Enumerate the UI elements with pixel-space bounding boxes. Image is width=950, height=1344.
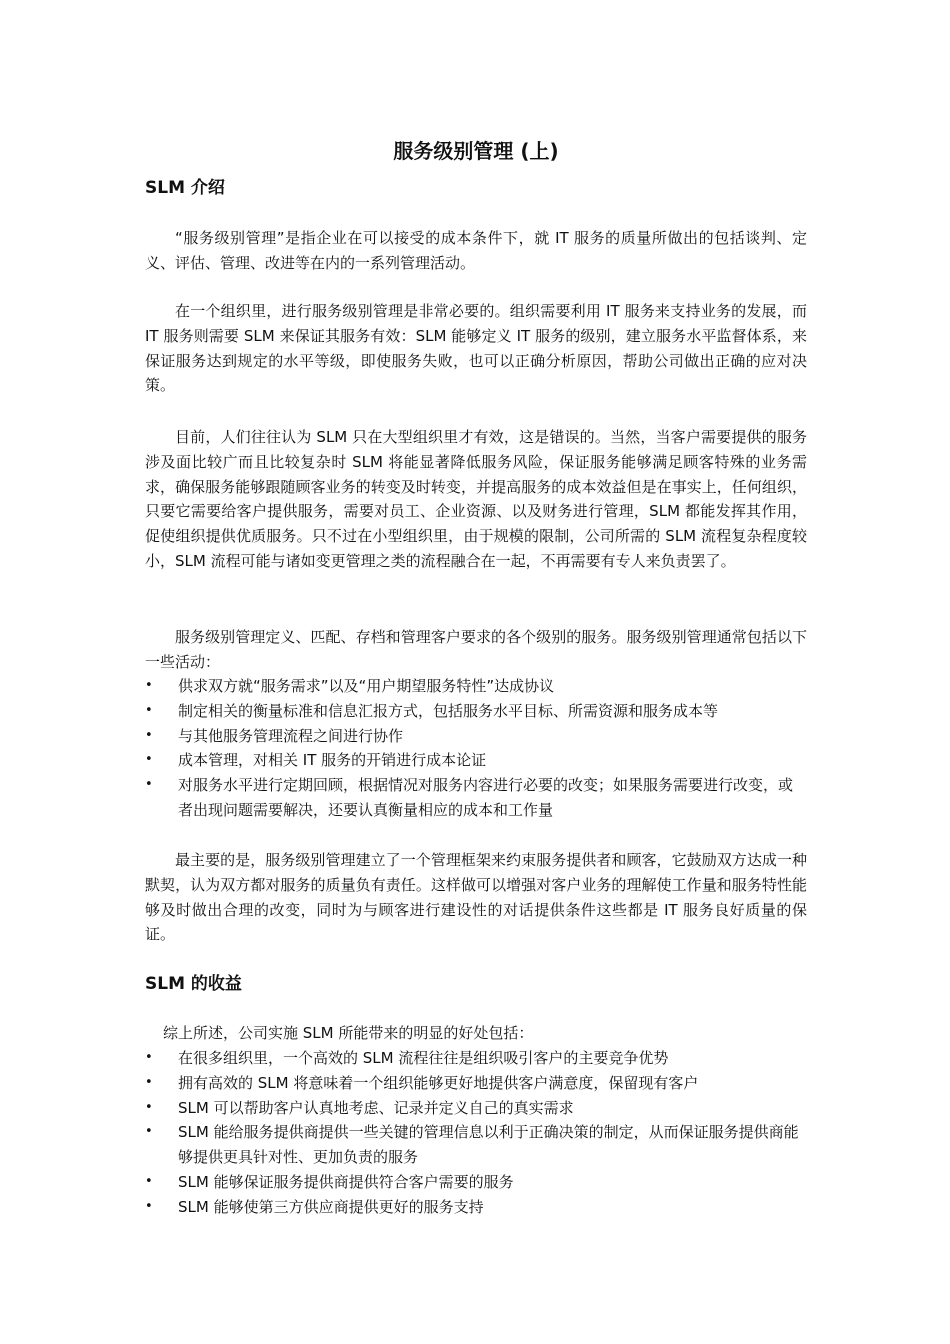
benefits-list xyxy=(145,1046,807,1220)
bullet-icon: • xyxy=(145,1198,153,1214)
bullet-icon: • xyxy=(145,1050,153,1065)
paragraph: 在一个组织里，进行服务级别管理是非常必要的。组织需要利用 IT 服务来支持业务的发展，而 IT 服务则需要 SLM 来保证其服务有效：SLM 能够定义 IT 服务的级别，建立服务水平监督体系，来保证服务达到规定的水平等级，即使服务失败，也可以正确分析原因，帮助公司做出正确的应对决策。 xyxy=(145,302,807,395)
list-item: • 拥有高效的 SLM 将意味着一个组织能够更好地提供客户满意度，保留现有客户 xyxy=(145,1071,807,1096)
bullet-icon: • xyxy=(145,1099,153,1115)
list-item: • 供求双方就“服务需求”以及“用户期望服务特性”达成协议 xyxy=(145,674,807,699)
paragraph: 综上所述，公司实施 SLM 所能带来的明显的好处包括： xyxy=(163,1024,534,1042)
paragraph: 最主要的是，服务级别管理建立了一个管理框架来约束服务提供者和顾客，它鼓励双方达成一种默契，认为双方都对服务的质量负有责任。这样做可以增强对客户业务的理解使工作量和服务特性能够及时做出合理的改变，同时为与顾客进行建设性的对话提供条件这些都是 IT 服务良好质量的保证。 xyxy=(145,851,807,944)
list-item: • 成本管理，对相关 IT 服务的开销进行成本论证 xyxy=(145,748,807,773)
list-item: • SLM 可以帮助客户认真地考虑、记录并定义自己的真实需求 xyxy=(145,1096,807,1121)
list-item: • SLM 能够保证服务提供商提供符合客户需要的服务 xyxy=(145,1170,807,1195)
activities-list xyxy=(145,674,807,823)
bullet-icon: • xyxy=(145,777,153,793)
bullet-icon: • xyxy=(145,1173,153,1189)
paragraph: 目前，人们往往认为 SLM 只在大型组织里才有效，这是错误的。当然，当客户需要提供的服务涉及面比较广而且比较复杂时 SLM 将能显著降低服务风险，保证服务能够满足顾客特殊的业务需求，确保服务能够跟随顾客业务的转变及时转变，并提高服务的成本效益但是在事实上，任何组织，只要它需要给客户提供服务，需要对员工、企业资源、以及财务进行管理，SLM 都能发挥其作用，促使组织提供优质服务。只不过在小型组织里，由于规模的限制，公司所需的 SLM 流程复杂程度较小，SLM 流程可能与诸如变更管理之类的流程融合在一起，不再需要有专人来负责罢了。 xyxy=(145,428,807,570)
list-item: • SLM 能给服务提供商提供一些关键的管理信息以利于正确决策的制定，从而保证服务提供商能够提供更具针对性、更加负责的服务 xyxy=(145,1120,807,1170)
page-title: 服务级别管理 (上) xyxy=(393,139,559,163)
list-item: • 对服务水平进行定期回顾，根据情况对服务内容进行必要的改变；如果服务需要进行改变，或者出现问题需要解决，还要认真衡量相应的成本和工作量 xyxy=(145,773,807,823)
bullet-icon: • xyxy=(145,727,153,743)
paragraph: “服务级别管理”是指企业在可以接受的成本条件下，就 IT 服务的质量所做出的包括谈判、定义、评估、管理、改进等在内的一系列管理活动。 xyxy=(145,229,807,272)
list-item: • 在很多组织里，一个高效的 SLM 流程往往是组织吸引客户的主要竞争优势 xyxy=(145,1046,807,1071)
list-item: • 制定相关的衡量标准和信息汇报方式，包括服务水平目标、所需资源和服务成本等 xyxy=(145,699,807,724)
section-heading-slm-benefits: SLM 的收益 xyxy=(145,974,242,994)
section-heading-slm-intro: SLM 介绍 xyxy=(145,178,225,198)
list-item: • SLM 能够使第三方供应商提供更好的服务支持 xyxy=(145,1195,807,1220)
bullet-icon: • xyxy=(145,678,153,693)
bullet-icon: • xyxy=(145,1124,153,1140)
bullet-icon: • xyxy=(145,702,153,718)
bullet-icon: • xyxy=(145,752,153,768)
paragraph: 服务级别管理定义、匹配、存档和管理客户要求的各个级别的服务。服务级别管理通常包括以下一些活动： xyxy=(145,628,807,671)
list-item: • 与其他服务管理流程之间进行协作 xyxy=(145,724,807,749)
bullet-icon: • xyxy=(145,1074,153,1090)
